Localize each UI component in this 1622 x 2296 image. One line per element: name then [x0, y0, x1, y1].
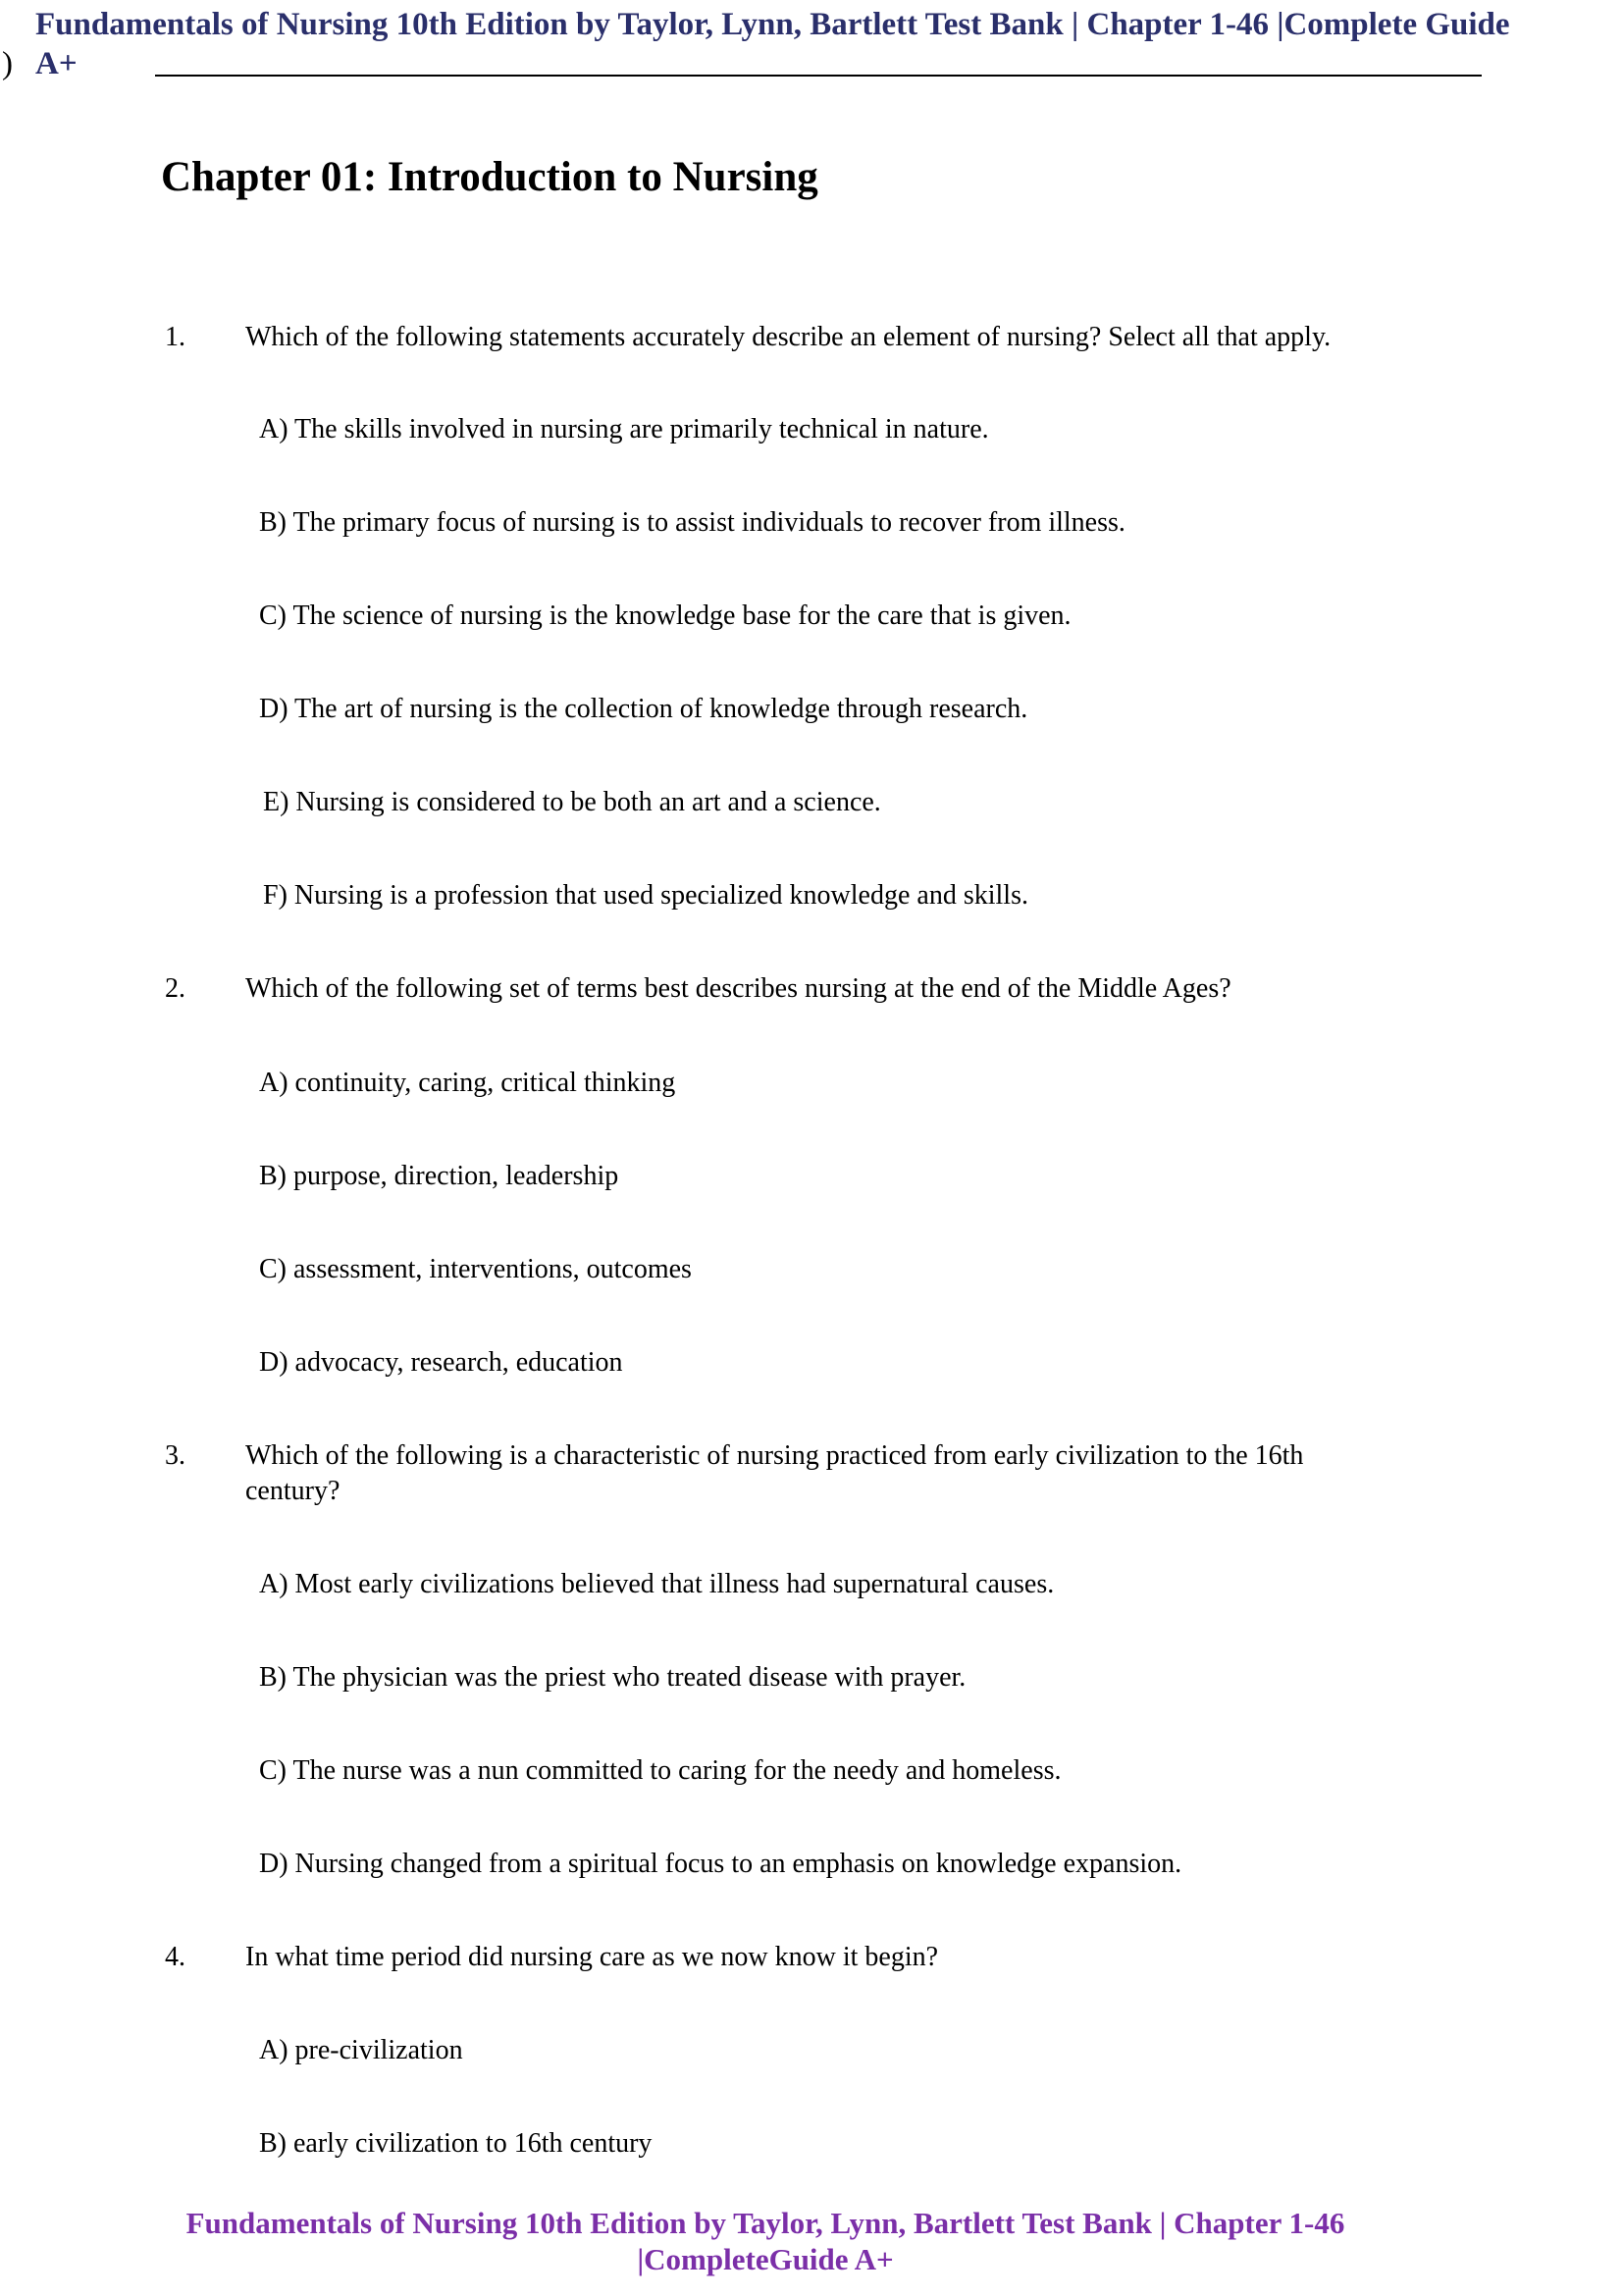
question-number: 3.	[165, 1440, 185, 1471]
header-continuation: A+	[35, 46, 78, 81]
answer-option: B) purpose, direction, leadership	[259, 1161, 619, 1191]
question-number: 4.	[165, 1942, 185, 1972]
running-footer	[147, 2205, 1384, 2277]
question-text: Which of the following is a characteristic of nursing practiced from early civilization to the 16th century?	[245, 1440, 1304, 1506]
answer-option: D) advocacy, research, education	[259, 1347, 623, 1378]
question-text: In what time period did nursing care as we now know it begin?	[245, 1942, 939, 1972]
question-text: Which of the following set of terms best describes nursing at the end of the Middle Ages?	[245, 973, 1231, 1004]
header-rule	[155, 75, 1482, 77]
answer-option: E) Nursing is considered to be both an art and a science.	[263, 787, 881, 817]
question-text: Which of the following statements accurately describe an element of nursing? Select all that apply.	[245, 322, 1332, 352]
answer-option: B) The primary focus of nursing is to assist individuals to recover from illness.	[259, 507, 1125, 538]
answer-option: D) The art of nursing is the collection of knowledge through research.	[259, 694, 1028, 724]
answer-option: B) early civilization to 16th century	[259, 2128, 653, 2159]
answer-option: C) assessment, interventions, outcomes	[259, 1254, 692, 1284]
footer-line-1: Fundamentals of Nursing 10th Edition by Taylor, Lynn, Bartlett Test Bank | Chapter 1-46	[185, 2206, 1345, 2240]
chapter-title: Chapter 01: Introduction to Nursing	[161, 154, 818, 200]
answer-option: A) Most early civilizations believed that illness had supernatural causes.	[259, 1569, 1055, 1599]
question-number: 1.	[165, 322, 185, 352]
header-paren: )	[2, 46, 13, 81]
answer-option: A) continuity, caring, critical thinking	[259, 1068, 676, 1098]
answer-option: B) The physician was the priest who treated disease with prayer.	[259, 1662, 967, 1693]
answer-option: C) The science of nursing is the knowledge base for the care that is given.	[259, 600, 1072, 631]
answer-option: C) The nurse was a nun committed to caring for the needy and homeless.	[259, 1755, 1062, 1786]
answer-option: D) Nursing changed from a spiritual focus to an emphasis on knowledge expansion.	[259, 1849, 1182, 1879]
answer-option: F) Nursing is a profession that used specialized knowledge and skills.	[263, 880, 1028, 911]
header-title: Fundamentals of Nursing 10th Edition by Taylor, Lynn, Bartlett Test Bank | Chapter 1-46 |Complete Guide	[35, 7, 1510, 42]
answer-option: A) pre-civilization	[259, 2035, 463, 2065]
footer-line-2: |CompleteGuide A+	[637, 2242, 894, 2276]
question-number: 2.	[165, 973, 185, 1004]
answer-option: A) The skills involved in nursing are primarily technical in nature.	[259, 414, 989, 444]
